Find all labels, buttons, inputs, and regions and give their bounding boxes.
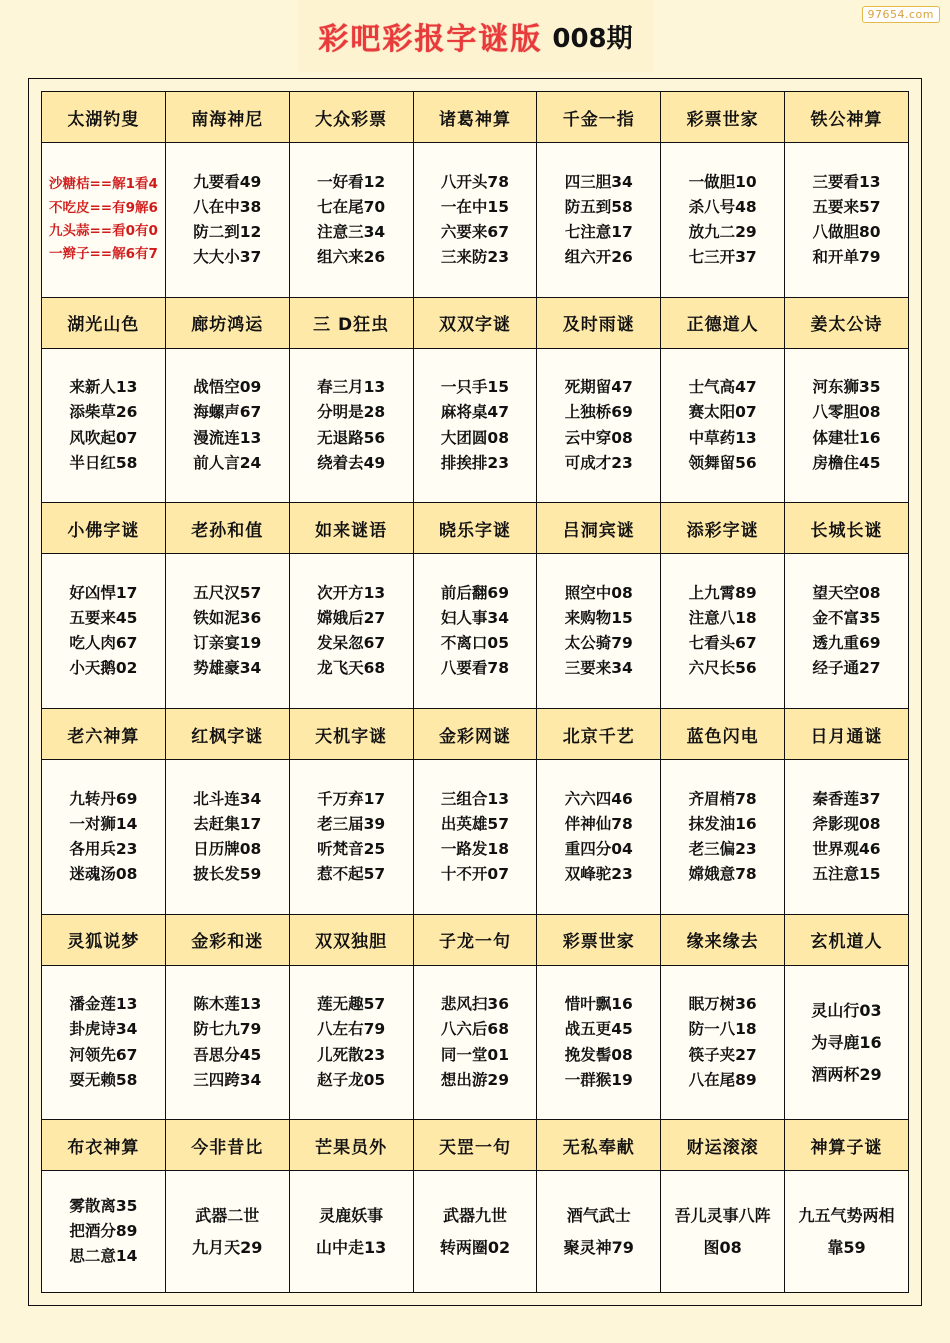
- riddle-line: 图08: [703, 1237, 742, 1257]
- riddle-line: 八零胆08: [812, 403, 881, 422]
- riddle-line: 透九重69: [812, 634, 881, 653]
- riddle-line: 迷魂汤08: [69, 864, 138, 883]
- riddle-line: 七看头67: [688, 634, 757, 653]
- column-header: 诸葛神算: [413, 92, 537, 143]
- column-header: 蓝色闪电: [661, 709, 785, 760]
- riddle-cell: [42, 348, 166, 503]
- column-header: 天机字谜: [289, 709, 413, 760]
- riddle-line: 一只手15: [440, 378, 509, 397]
- riddle-line: 灵山行03: [811, 1000, 882, 1020]
- riddle-cell: [661, 760, 785, 915]
- riddle-line: 发呆忽67: [317, 634, 386, 653]
- riddle-line: 漫流连13: [193, 428, 262, 447]
- column-header: 芒果员外: [289, 1120, 413, 1171]
- riddle-line: 九月天29: [192, 1237, 263, 1257]
- title-main-text: 彩吧彩报字谜版: [318, 22, 543, 57]
- riddle-line: 分明是28: [317, 403, 386, 422]
- riddle-cell: [413, 348, 537, 503]
- riddle-line: 河东狮35: [812, 378, 881, 397]
- content-row: [42, 1171, 909, 1293]
- riddle-line: 五要来45: [69, 609, 138, 628]
- header-row: [42, 709, 909, 760]
- riddle-line: 嫦娥后27: [317, 609, 386, 628]
- riddle-line: 双峰驼23: [564, 864, 633, 883]
- riddle-line: 河领先67: [69, 1045, 138, 1064]
- riddle-line: 六尺长56: [688, 659, 757, 678]
- column-header: 红枫字谜: [165, 709, 289, 760]
- riddle-line: 经子通27: [812, 659, 881, 678]
- riddle-line: 一路发18: [440, 839, 509, 858]
- column-header: 廊坊鸿运: [165, 297, 289, 348]
- riddle-line: 沙糖桔==解1看4: [48, 176, 158, 193]
- column-header: 彩票世家: [537, 914, 661, 965]
- column-header: 千金一指: [537, 92, 661, 143]
- riddle-line: 一在中15: [440, 197, 509, 216]
- riddle-line: 九要看49: [193, 172, 262, 191]
- riddle-line: 九头蒜==看0有0: [48, 222, 158, 239]
- column-header: 灵狐说梦: [42, 914, 166, 965]
- riddle-line: 来新人13: [69, 378, 138, 397]
- riddle-line: 惹不起57: [317, 864, 386, 883]
- riddle-line: 聚灵神79: [563, 1237, 634, 1257]
- riddle-line: 前后翻69: [440, 583, 509, 602]
- column-header: 老六神算: [42, 709, 166, 760]
- content-row: [42, 143, 909, 298]
- riddle-line: 注意八18: [688, 609, 757, 628]
- riddle-line: 排挨排23: [440, 453, 509, 472]
- riddle-cell: [661, 554, 785, 709]
- riddle-line: 防七九79: [193, 1020, 262, 1039]
- riddle-line: 好凶悍17: [69, 583, 138, 602]
- riddle-line: 次开方13: [317, 583, 386, 602]
- riddle-line: 无退路56: [317, 428, 386, 447]
- riddle-line: 不吃皮==有9解6: [48, 199, 158, 216]
- riddle-cell: [165, 760, 289, 915]
- riddle-line: 杀八号48: [688, 197, 757, 216]
- riddle-line: 吾儿灵事八阵: [674, 1205, 771, 1225]
- riddle-line: 悲风扫36: [440, 995, 509, 1014]
- riddle-line: 十不开07: [440, 864, 509, 883]
- column-header: 湖光山色: [42, 297, 166, 348]
- riddle-line: 筷子夹27: [688, 1045, 757, 1064]
- riddle-line: 雾散离35: [69, 1197, 138, 1216]
- riddle-line: 吾思分45: [193, 1045, 262, 1064]
- column-header: 三 D狂虫: [289, 297, 413, 348]
- riddle-cell: [537, 143, 661, 298]
- riddle-line: 七在尾70: [317, 197, 386, 216]
- riddle-line: 订亲宴19: [193, 634, 262, 653]
- riddle-line: 中草药13: [688, 428, 757, 447]
- column-header: 无私奉献: [537, 1120, 661, 1171]
- column-header: 添彩字谜: [661, 503, 785, 554]
- riddle-line: 灵鹿妖事: [319, 1205, 384, 1225]
- riddle-cell: [785, 760, 909, 915]
- riddle-line: 来购物15: [564, 609, 633, 628]
- riddle-cell: [165, 1171, 289, 1293]
- riddle-line: 卦虎诗34: [69, 1020, 138, 1039]
- riddle-cell: [537, 760, 661, 915]
- riddle-line: 吃人肉67: [69, 634, 138, 653]
- riddle-line: 听梵音25: [317, 839, 386, 858]
- riddle-line: 靠59: [827, 1237, 866, 1257]
- header-row: [42, 297, 909, 348]
- riddle-line: 春三月13: [317, 378, 386, 397]
- column-header: 财运滚滚: [661, 1120, 785, 1171]
- riddle-line: 上九霄89: [688, 583, 757, 602]
- riddle-cell: [413, 554, 537, 709]
- riddle-cell: [661, 965, 785, 1120]
- column-header: 双双独胆: [289, 914, 413, 965]
- content-row: [42, 348, 909, 503]
- riddle-cell: [42, 554, 166, 709]
- riddle-line: 儿死散23: [317, 1045, 386, 1064]
- riddle-line: 妇人事34: [440, 609, 509, 628]
- riddle-line: 麻将桌47: [440, 403, 509, 422]
- riddle-line: 耍无赖58: [69, 1070, 138, 1089]
- riddle-cell: [42, 143, 166, 298]
- riddle-cell: [42, 1171, 166, 1293]
- content-row: [42, 760, 909, 915]
- riddle-line: 把酒分89: [69, 1222, 138, 1241]
- riddle-line: 思二意14: [69, 1247, 138, 1266]
- column-header: 及时雨谜: [537, 297, 661, 348]
- riddle-cell: [289, 1171, 413, 1293]
- column-header: 日月通谜: [785, 709, 909, 760]
- riddle-line: 潘金莲13: [69, 995, 138, 1014]
- riddle-cell: [42, 760, 166, 915]
- column-header: 姜太公诗: [785, 297, 909, 348]
- column-header: 太湖钓叟: [42, 92, 166, 143]
- title-band: [298, 0, 653, 72]
- riddle-line: 三四跨34: [193, 1070, 262, 1089]
- riddle-cell: [785, 143, 909, 298]
- riddle-line: 五注意15: [812, 864, 881, 883]
- riddle-line: 可成才23: [564, 453, 633, 472]
- riddle-line: 铁如泥36: [193, 609, 262, 628]
- riddle-line: 莲无趣57: [317, 995, 386, 1014]
- column-header: 双双字谜: [413, 297, 537, 348]
- riddle-cell: [165, 143, 289, 298]
- riddle-line: 士气高47: [688, 378, 757, 397]
- riddle-line: 绕着去49: [317, 453, 386, 472]
- riddle-line: 去赶集17: [193, 814, 262, 833]
- riddle-line: 战悟空09: [193, 378, 262, 397]
- riddle-cell: [165, 554, 289, 709]
- riddle-line: 赵子龙05: [317, 1070, 386, 1089]
- riddle-cell: [785, 554, 909, 709]
- riddle-line: 放九二29: [688, 222, 757, 241]
- riddle-line: 同一堂01: [440, 1045, 509, 1064]
- riddle-line: 九转丹69: [69, 789, 138, 808]
- riddle-line: 一群猴19: [564, 1070, 633, 1089]
- riddle-line: 老三届39: [317, 814, 386, 833]
- riddle-line: 太公骑79: [564, 634, 633, 653]
- riddle-cell: [537, 348, 661, 503]
- riddle-line: 海螺声67: [193, 403, 262, 422]
- header-row: [42, 92, 909, 143]
- riddle-sheet: [28, 78, 922, 1306]
- column-header: 如来谜语: [289, 503, 413, 554]
- column-header: 彩票世家: [661, 92, 785, 143]
- riddle-line: 组六来26: [317, 247, 386, 266]
- riddle-line: 斧影现08: [812, 814, 881, 833]
- riddle-line: 披长发59: [193, 864, 262, 883]
- riddle-line: 注意三34: [317, 222, 386, 241]
- riddle-line: 防一八18: [688, 1020, 757, 1039]
- riddle-line: 想出游29: [440, 1070, 509, 1089]
- riddle-cell: [661, 348, 785, 503]
- column-header: 长城长谜: [785, 503, 909, 554]
- riddle-cell: [42, 965, 166, 1120]
- riddle-line: 领舞留56: [688, 453, 757, 472]
- riddle-cell: [661, 1171, 785, 1293]
- header-row: [42, 503, 909, 554]
- riddle-line: 上独桥69: [564, 403, 633, 422]
- column-header: 老孙和值: [165, 503, 289, 554]
- header-row: [42, 1120, 909, 1171]
- riddle-line: 九五气势两相: [798, 1205, 895, 1225]
- riddle-line: 组六开26: [564, 247, 633, 266]
- riddle-line: 防五到58: [564, 197, 633, 216]
- riddle-cell: [289, 554, 413, 709]
- riddle-line: 眠万树36: [688, 995, 757, 1014]
- column-header: 今非昔比: [165, 1120, 289, 1171]
- riddle-line: 陈木莲13: [193, 995, 262, 1014]
- riddle-line: 不离口05: [440, 634, 509, 653]
- riddle-line: 齐眉梢78: [688, 789, 757, 808]
- riddle-line: 三组合13: [440, 789, 509, 808]
- riddle-line: 风吹起07: [69, 428, 138, 447]
- column-header: 神算子谜: [785, 1120, 909, 1171]
- riddle-cell: [537, 965, 661, 1120]
- riddle-line: 前人言24: [193, 453, 262, 472]
- riddle-cell: [289, 760, 413, 915]
- riddle-line: 一辫子==解6有7: [48, 246, 158, 263]
- content-row: [42, 965, 909, 1120]
- riddle-line: 五尺汉57: [193, 583, 262, 602]
- riddle-cell: [785, 965, 909, 1120]
- riddle-line: 战五更45: [564, 1020, 633, 1039]
- riddle-cell: [165, 965, 289, 1120]
- riddle-line: 世界观46: [812, 839, 881, 858]
- riddle-line: 山中走13: [315, 1237, 387, 1257]
- riddle-line: 望天空08: [812, 583, 881, 602]
- riddle-line: 五要来57: [812, 197, 881, 216]
- riddle-cell: [785, 348, 909, 503]
- riddle-line: 出英雄57: [440, 814, 509, 833]
- riddle-cell: [785, 1171, 909, 1293]
- riddle-cell: [413, 143, 537, 298]
- riddle-line: 六六四46: [564, 789, 633, 808]
- riddle-line: 三来防23: [440, 247, 509, 266]
- watermark: 97654.com: [862, 6, 940, 23]
- riddle-line: 惜叶飘16: [564, 995, 633, 1014]
- riddle-line: 一对狮14: [69, 814, 138, 833]
- riddle-line: 大团圆08: [440, 428, 509, 447]
- column-header: 小佛字谜: [42, 503, 166, 554]
- riddle-line: 七三开37: [688, 247, 757, 266]
- riddle-line: 和开单79: [812, 247, 881, 266]
- riddle-table-body: [42, 92, 909, 1293]
- riddle-line: 体建壮16: [812, 428, 881, 447]
- riddle-cell: [537, 554, 661, 709]
- riddle-line: 死期留47: [564, 378, 633, 397]
- riddle-cell: [289, 143, 413, 298]
- riddle-line: 重四分04: [564, 839, 633, 858]
- riddle-cell: [413, 760, 537, 915]
- column-header: 正德道人: [661, 297, 785, 348]
- column-header: 吕洞宾谜: [537, 503, 661, 554]
- riddle-line: 八做胆80: [812, 222, 881, 241]
- column-header: 北京千艺: [537, 709, 661, 760]
- page-title: [298, 0, 653, 72]
- riddle-line: 八左右79: [317, 1020, 386, 1039]
- column-header: 天罡一句: [413, 1120, 537, 1171]
- riddle-line: 四三胆34: [564, 172, 633, 191]
- riddle-line: 赛太阳07: [688, 403, 757, 422]
- riddle-line: 各用兵23: [69, 839, 138, 858]
- column-header: 大众彩票: [289, 92, 413, 143]
- riddle-line: 嫦娥意78: [688, 864, 757, 883]
- riddle-line: 小天鹅02: [69, 659, 138, 678]
- column-header: 南海神尼: [165, 92, 289, 143]
- content-row: [42, 554, 909, 709]
- riddle-line: 半日红58: [69, 453, 138, 472]
- riddle-cell: [165, 348, 289, 503]
- riddle-line: 伴神仙78: [564, 814, 633, 833]
- riddle-line: 龙飞天68: [317, 659, 386, 678]
- riddle-line: 八要看78: [440, 659, 509, 678]
- riddle-line: 八六后68: [440, 1020, 509, 1039]
- riddle-line: 金不富35: [812, 609, 881, 628]
- column-header: 玄机道人: [785, 914, 909, 965]
- riddle-line: 势雄豪34: [193, 659, 262, 678]
- title-issue-text: 008期: [552, 23, 633, 54]
- riddle-line: 云中穿08: [564, 428, 633, 447]
- riddle-line: 八在中38: [193, 197, 262, 216]
- riddle-cell: [413, 1171, 537, 1293]
- column-header: 缘来缘去: [661, 914, 785, 965]
- riddle-line: 挽发髻08: [564, 1045, 633, 1064]
- riddle-line: 八开头78: [440, 172, 509, 191]
- riddle-cell: [413, 965, 537, 1120]
- riddle-line: 日历牌08: [193, 839, 262, 858]
- riddle-line: 房檐住45: [812, 453, 881, 472]
- riddle-line: 转两圈02: [439, 1237, 511, 1257]
- riddle-line: 七注意17: [564, 222, 633, 241]
- header-row: [42, 914, 909, 965]
- riddle-line: 武器九世: [442, 1205, 507, 1225]
- riddle-cell: [289, 965, 413, 1120]
- riddle-cell: [661, 143, 785, 298]
- riddle-cell: [289, 348, 413, 503]
- riddle-line: 添柴草26: [69, 403, 138, 422]
- column-header: 金彩和迷: [165, 914, 289, 965]
- riddle-line: 三要来34: [564, 659, 633, 678]
- riddle-line: 三要看13: [812, 172, 881, 191]
- riddle-line: 老三偏23: [688, 839, 757, 858]
- riddle-line: 一好看12: [317, 172, 386, 191]
- riddle-line: 八在尾89: [688, 1070, 757, 1089]
- column-header: 子龙一句: [413, 914, 537, 965]
- column-header: 布衣神算: [42, 1120, 166, 1171]
- column-header: 铁公神算: [785, 92, 909, 143]
- riddle-line: 抹发油16: [688, 814, 757, 833]
- riddle-line: 北斗连34: [193, 789, 262, 808]
- riddle-line: 防二到12: [193, 222, 262, 241]
- riddle-line: 大大小37: [193, 247, 262, 266]
- riddle-cell: [537, 1171, 661, 1293]
- riddle-line: 一做胆10: [688, 172, 757, 191]
- riddle-line: 酒气武士: [566, 1205, 631, 1225]
- riddle-line: 照空中08: [564, 583, 633, 602]
- riddle-line: 武器二世: [195, 1205, 260, 1225]
- riddle-line: 秦香莲37: [812, 789, 881, 808]
- riddle-line: 为寻鹿16: [811, 1032, 882, 1052]
- riddle-line: 千万弃17: [317, 789, 386, 808]
- riddle-line: 酒两杯29: [811, 1064, 882, 1084]
- riddle-table: [41, 91, 909, 1293]
- riddle-line: 六要来67: [440, 222, 509, 241]
- column-header: 晓乐字谜: [413, 503, 537, 554]
- column-header: 金彩网谜: [413, 709, 537, 760]
